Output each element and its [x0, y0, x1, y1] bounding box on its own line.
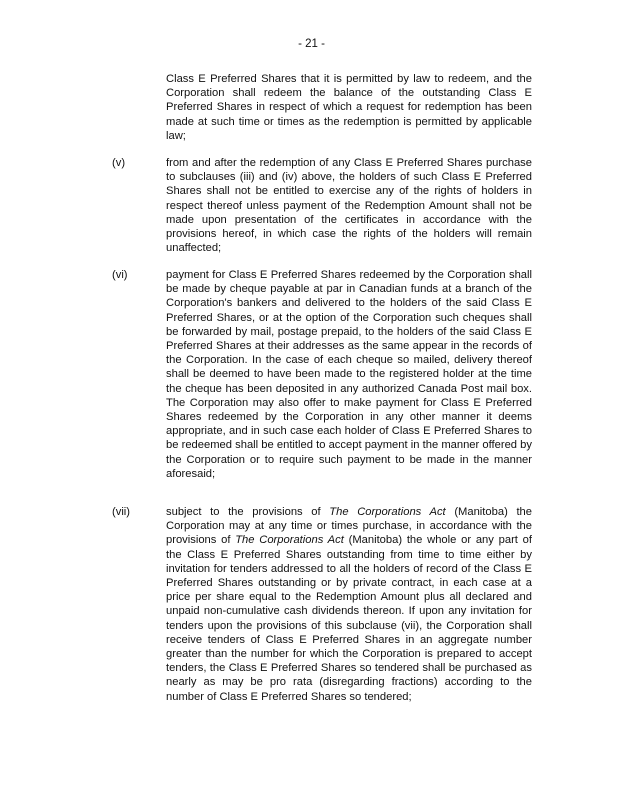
clause-text-part: (Manitoba) the Corporation may at any time or times purchase, in accordance with the provisions of	[166, 506, 532, 547]
clause-text	[166, 505, 532, 704]
clause-number: (v)	[112, 157, 126, 169]
clause-text-part: (Manitoba) the whole or any part of the Class E Preferred Shares outstanding from time to time either by invitation for tenders addressed to all the holders of record of the Class E Preferred Shares outstanding or by private contract, in each case at a price per share equal to the Redemption Amount plus all declared and unpaid non-cumulative cash dividends thereon. If upon any invitation for tenders upon the provisions of this subclause (vii), the Corporation shall receive tenders of Class E Preferred Shares in an aggregate number greater than the number for which the Corporation is prepared to accept tenders, the Class E Preferred Shares so tendered shall be purchased as nearly as may be pro rata (disregarding fractions) according to the number of Class E Preferred Shares so tendered;	[166, 534, 532, 703]
clause-number: (vi)	[112, 269, 128, 281]
clause-text: payment for Class E Preferred Shares redeemed by the Corporation shall be made by cheque payable at par in Canadian funds at a branch of the Corporation's bankers and delivered to the holders of the said Class E Preferred Shares, or at the option of the Corporation such cheques shall be forwarded by mail, postage prepaid, to the holders of the said Class E Preferred Shares at their addresses as the same appear in the records of the Corporation. In the case of each cheque so mailed, delivery thereof shall be deemed to have been made to the registered holder at the time the cheque has been deposited in any authorized Canada Post mail box. The Corporation may also offer to make payment for Class E Preferred Shares redeemed by the Corporation in any other manner it deems appropriate, and in such case each holder of Class E Preferred Shares to be redeemed shall be entitled to accept payment in the manner offered by the Corporation or to require such payment to be made in the manner aforesaid;	[166, 269, 532, 480]
intro-paragraph: Class E Preferred Shares that it is permitted by law to redeem, and the Corporation shall redeem the balance of the outstanding Class E Preferred Shares in respect of which a request for redemption has been made at such time or times as the redemption is permitted by applicable law;	[166, 73, 532, 142]
clause-text-part: subject to the provisions of	[166, 506, 330, 518]
act-title: The Corporations Act	[329, 506, 446, 518]
clause-number: (vii)	[112, 506, 131, 518]
page-number: - 21 -	[298, 38, 325, 50]
act-title: The Corporations Act	[235, 534, 344, 547]
clause-text: from and after the redemption of any Class E Preferred Shares purchase to subclauses (iii) and (iv) above, the holders of such Class E Preferred Shares shall not be entitled to exercise any of the rights of holders in respect thereof unless payment of the Redemption Amount shall not be made upon presentation of the certificates in accordance with the provisions hereof, in which case the rights of the holders will remain unaffected;	[166, 157, 532, 255]
